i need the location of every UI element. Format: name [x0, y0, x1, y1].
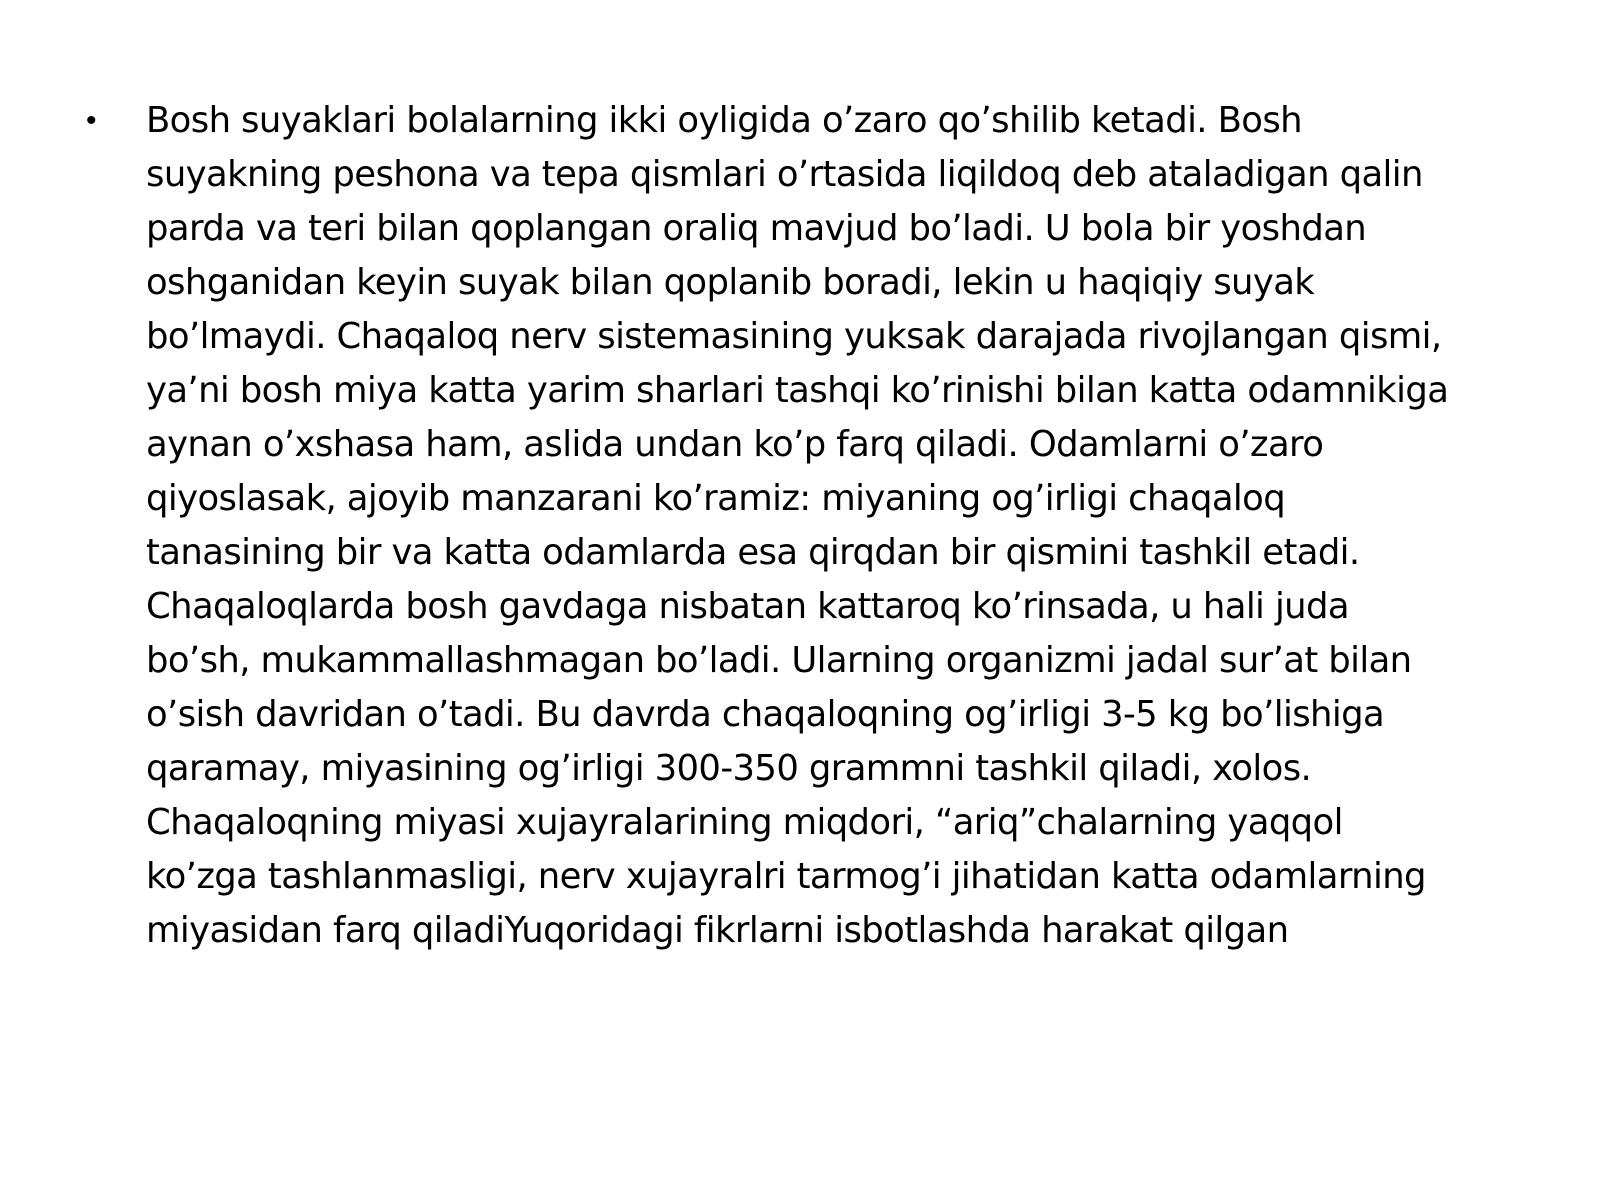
body-paragraph: Bosh suyaklari bolalarning ikki oyligida o’zaro qo’shilib ketadi. Bosh suyakning peshona va tepa qismlari o’rtasida liqildoq deb ataladigan qalin parda va teri bilan qoplangan oraliq mavjud bo’ladi. U bola bir yoshdan oshganidan keyin suyak bilan qoplanib boradi, lekin u haqiqiy suyak bo’lmaydi. Chaqaloq nerv sistemasining yuksak darajada rivojlangan qismi, ya’ni bosh miya katta yarim sharlari tashqi ko’rinishi bilan katta odamnikiga aynan o’xshasa ham, aslida undan ko’p farq qiladi. Odamlarni o’zaro qiyoslasak, ajoyib manzarani ko’ramiz: miyaning og’irligi chaqaloq tanasining bir va katta odamlarda esa qirqdan bir qismini tashkil etadi. Chaqaloqlarda bosh gavdaga nisbatan kattaroq ko’rinsada, u hali juda bo’sh, mukammallashmagan bo’ladi. Ularning organizmi jadal sur’at bilan o’sish davridan o’tadi. Bu davrda chaqaloqning og’irligi 3-5 kg bo’lishiga qaramay, miyasining og’irligi 300-350 grammni tashkil qiladi, xolos. Chaqaloqning miyasi xujayralarining miqdori, “ariq”chalarning yaqqol ko’zga tashlanmasligi, nerv xujayralri tarmog’i jihatidan katta odamlarning miyasidan farq qiladiYuqoridagi fikrlarni isbotlashda harakat qilgan: [146, 100, 1449, 951]
bullet-list: [80, 94, 1520, 958]
bullet-marker: •: [86, 104, 97, 137]
bullet-item: [80, 94, 1520, 958]
